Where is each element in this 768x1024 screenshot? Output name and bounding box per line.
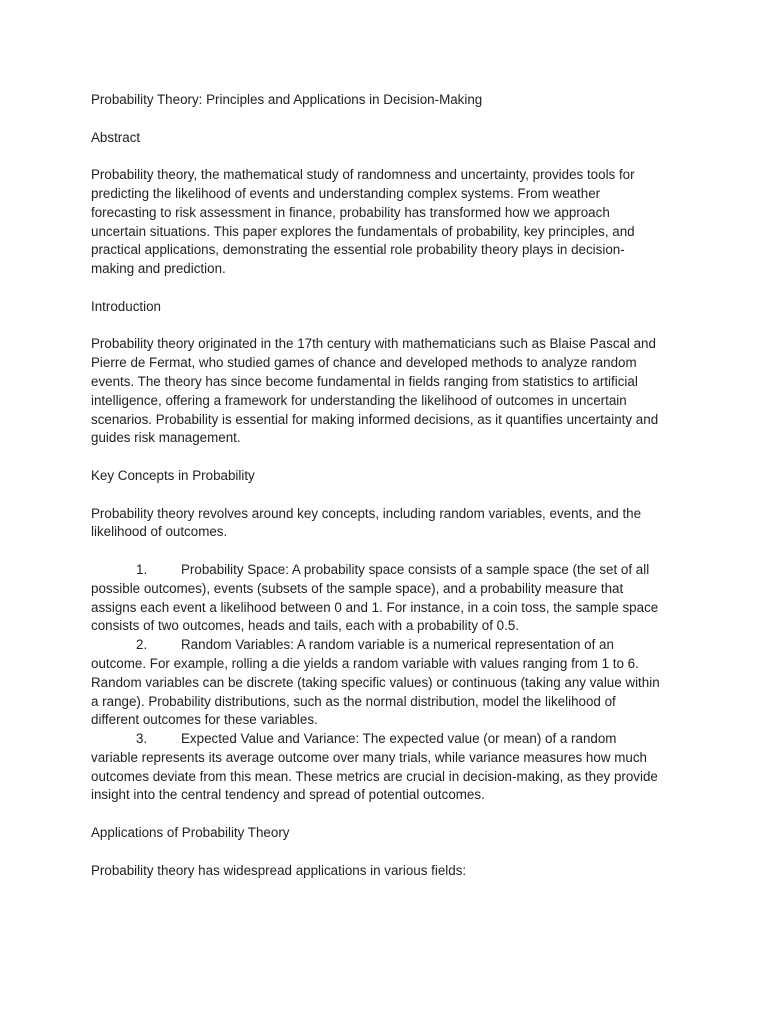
text-line: Probability theory originated in the 17th century with mathematicians such as Blaise Pascal and <box>91 336 656 352</box>
applications-intro: Probability theory has widespread applications in various fields: <box>91 862 467 878</box>
text-line: different outcomes for these variables. <box>91 712 318 728</box>
list-item-number: 3. <box>136 731 148 747</box>
key-concepts-intro <box>91 505 691 543</box>
text-line: a range). Probability distributions, such as the normal distribution, model the likelihood of <box>91 693 616 709</box>
abstract-paragraph <box>91 166 691 279</box>
document-body <box>91 91 691 880</box>
text-line: scenarios. Probability is essential for making informed decisions, as it quantifies uncertainty and <box>91 411 659 427</box>
key-concepts-heading: Key Concepts in Probability <box>91 467 255 483</box>
text-line: outcomes deviate from this mean. These metrics are crucial in decision-making, as they provide <box>91 768 658 784</box>
text-line: forecasting to risk assessment in finance, probability has transformed how we approach <box>91 204 610 220</box>
text-line: Probability theory revolves around key concepts, including random variables, events, and the <box>91 505 642 521</box>
document-title: Probability Theory: Principles and Applications in Decision-Making <box>91 92 483 107</box>
list-item-number: 2. <box>136 637 148 653</box>
text-line: Random variables can be discrete (taking specific values) or continuous (taking any value within <box>91 674 660 690</box>
text-line: insight into the central tendency and spread of potential outcomes. <box>91 787 485 803</box>
text-line: predicting the likelihood of events and understanding complex systems. From weather <box>91 185 601 201</box>
text-line: likelihood of outcomes. <box>91 524 228 540</box>
introduction-heading: Introduction <box>91 298 161 314</box>
list-item-number: 1. <box>136 561 148 577</box>
text-line: assigns each event a likelihood between 0 and 1. For instance, in a coin toss, the sample space <box>91 599 659 615</box>
applications-heading: Applications of Probability Theory <box>91 825 290 841</box>
text-line: guides risk management. <box>91 430 241 446</box>
abstract-heading: Abstract <box>91 129 141 145</box>
text-line: Probability theory, the mathematical study of randomness and uncertainty, provides tools for <box>91 167 635 183</box>
text-line: making and prediction. <box>91 261 226 277</box>
text-line: outcome. For example, rolling a die yields a random variable with values ranging from 1 to 6. <box>91 655 639 671</box>
list-item <box>91 636 691 730</box>
list-item-first-line: Random Variables: A random variable is a numerical representation of an <box>181 637 614 653</box>
text-line: Pierre de Fermat, who studied games of chance and developed methods to analyze random <box>91 355 637 371</box>
text-line: intelligence, offering a framework for understanding the likelihood of outcomes in uncertain <box>91 392 627 408</box>
introduction-paragraph <box>91 335 691 448</box>
list-item <box>91 561 691 636</box>
list-item-first-line: Expected Value and Variance: The expected value (or mean) of a random <box>181 731 617 747</box>
list-item-first-line: Probability Space: A probability space consists of a sample space (the set of all <box>181 561 650 577</box>
list-item <box>91 730 691 805</box>
text-line: events. The theory has since become fundamental in fields ranging from statistics to artificial <box>91 373 638 389</box>
text-line: possible outcomes), events (subsets of the sample space), and a probability measure that <box>91 580 624 596</box>
key-concepts-list <box>91 561 691 805</box>
text-line: variable represents its average outcome over many trials, while variance measures how much <box>91 749 647 765</box>
text-line: uncertain situations. This paper explores the fundamentals of probability, key principles, and <box>91 223 635 239</box>
text-line: practical applications, demonstrating the essential role probability theory plays in decision- <box>91 242 625 258</box>
text-line: consists of two outcomes, heads and tails, each with a probability of 0.5. <box>91 618 519 634</box>
